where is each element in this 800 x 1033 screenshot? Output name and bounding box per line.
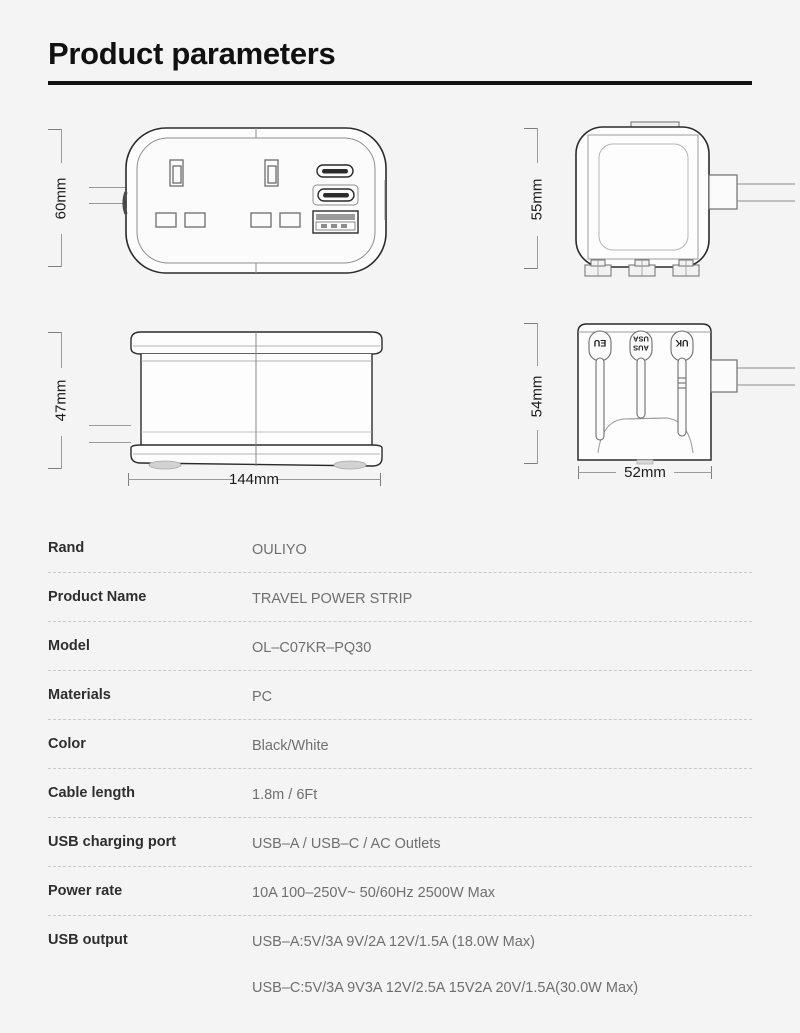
spec-label: Rand [48,540,85,556]
side-view [0,308,500,508]
usb-c-port [317,165,353,177]
table-row [48,867,752,916]
table-row [48,622,752,671]
table-row [48,720,752,769]
table-row [48,524,752,573]
title-underline [48,81,752,85]
spec-value: OL–C07KR–PQ30 [252,640,372,656]
spec-label: Model [48,638,90,654]
dimension-47mm-label: 47mm [52,379,70,422]
switch-label-uk: UK [675,338,689,348]
dimension-54mm-label: 54mm [528,375,546,418]
spec-label: Color [48,736,86,752]
dimension-60mm-label: 60mm [52,177,70,220]
spec-value: 1.8m / 6Ft [252,787,318,803]
usb-output-line-1: USB–A:5V/3A 9V/2A 12V/1.5A (18.0W Max) [252,934,535,950]
bottom-view [500,308,800,508]
table-row [48,916,752,1012]
specification-table [48,524,752,1012]
top-view [0,108,500,298]
table-row [48,573,752,622]
spec-label: USB output [48,932,128,948]
usb-output-line-2: USB–C:5V/3A 9V3A 12V/2.5A 15V2A 20V/1.5A(30.0W Max) [252,979,639,996]
switch-label-eu: EU [593,338,607,348]
spec-value: PC [252,689,273,705]
top-view-drawing [85,108,445,298]
spec-value [252,916,752,1000]
spec-label: Materials [48,687,111,703]
switch-label-aus-usa [630,334,652,351]
spec-label: Product Name [48,589,147,605]
spec-value: 10A 100–250V~ 50/60Hz 2500W Max [252,885,496,901]
spec-value: OULIYO [252,542,307,558]
switch-label-aus-usa-line1: AUS [633,343,649,353]
table-row [48,769,752,818]
product-diagrams [0,108,800,508]
usb-c-port [313,185,358,205]
bottom-view-drawing [555,308,795,483]
page-title: Product parameters [48,36,336,71]
spec-value: Black/White [252,738,329,754]
side-view-drawing [85,308,455,488]
spec-value: USB–A / USB–C / AC Outlets [252,836,441,852]
table-row [48,671,752,720]
switch-label-aus-usa-line2: USA [633,334,649,344]
usb-a-port [313,211,358,233]
page-header [48,36,752,85]
front-view [500,108,800,298]
dimension-55mm-label: 55mm [528,178,546,221]
front-view-drawing [555,108,795,298]
spec-value: TRAVEL POWER STRIP [252,591,413,607]
spec-label: Power rate [48,883,123,899]
spec-label: USB charging port [48,834,177,850]
spec-label: Cable length [48,785,136,801]
dimension-144mm-label: 144mm [228,471,280,488]
table-row [48,818,752,867]
dimension-52mm-label: 52mm [624,464,666,481]
